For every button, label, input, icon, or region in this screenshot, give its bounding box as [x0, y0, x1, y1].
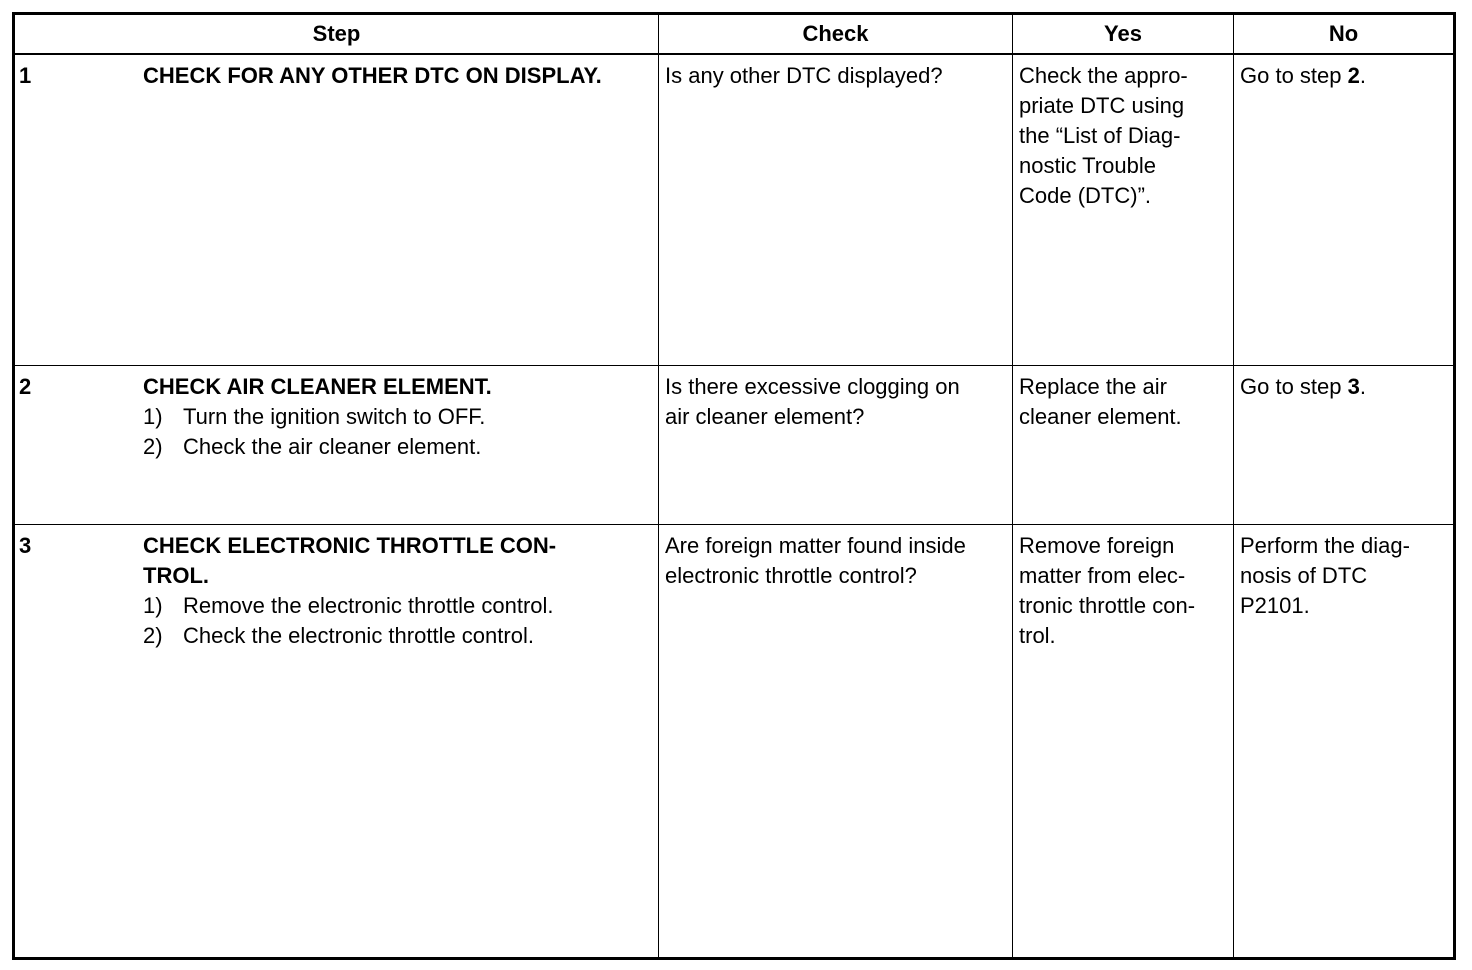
- yes-cell: Replace the air cleaner element.: [1013, 366, 1234, 525]
- check-cell: Is any other DTC displayed?: [659, 54, 1013, 366]
- substep: [143, 432, 652, 462]
- step-number: 2: [19, 374, 32, 399]
- no-text: Go to step: [1240, 63, 1348, 88]
- substep: [143, 621, 652, 651]
- substep: [143, 591, 652, 621]
- check-cell: Are foreign matter found inside electronic throttle control?: [659, 525, 1013, 959]
- step-title: CHECK FOR ANY OTHER DTC ON DISPLAY.: [143, 63, 602, 88]
- substep-text: Check the air cleaner element.: [183, 434, 482, 459]
- table-row: [14, 525, 1455, 959]
- no-suffix: .: [1359, 63, 1366, 88]
- no-cell: [1234, 54, 1455, 366]
- substep-text: Remove the electronic throttle control.: [183, 593, 554, 618]
- substep-text: Turn the ignition switch to OFF.: [183, 404, 486, 429]
- step-title: CHECK ELECTRONIC THROTTLE CON- TROL.: [143, 533, 557, 588]
- step-cell: [14, 54, 659, 366]
- step-title: CHECK AIR CLEANER ELEMENT.: [143, 374, 492, 399]
- check-cell: Is there excessive clogging on air cleaner element?: [659, 366, 1013, 525]
- header-yes: Yes: [1013, 14, 1234, 55]
- no-cell: [1234, 525, 1455, 959]
- substep-number: 1): [143, 404, 163, 429]
- substep-number: 2): [143, 623, 163, 648]
- step-cell: [14, 525, 659, 959]
- header-check: Check: [659, 14, 1013, 55]
- no-step-ref: 3: [1347, 374, 1360, 399]
- no-step-ref: 2: [1347, 63, 1360, 88]
- no-suffix: .: [1359, 374, 1366, 399]
- header-no: No: [1234, 14, 1455, 55]
- substep-number: 2): [143, 434, 163, 459]
- step-cell: [14, 366, 659, 525]
- yes-cell: Check the appro- priate DTC using the “List of Diag- nostic Trouble Code (DTC)”.: [1013, 54, 1234, 366]
- step-number: 3: [19, 533, 32, 558]
- diagnostic-table: [12, 12, 1456, 960]
- no-text: Perform the diag- nosis of DTC P2101.: [1240, 533, 1410, 618]
- substep: [143, 402, 652, 432]
- no-text: Go to step: [1240, 374, 1348, 399]
- header-row: [14, 14, 1455, 55]
- header-step: Step: [14, 14, 659, 55]
- substep-number: 1): [143, 593, 163, 618]
- yes-cell: Remove foreign matter from elec- tronic throttle con- trol.: [1013, 525, 1234, 959]
- table-row: [14, 366, 1455, 525]
- step-number: 1: [19, 63, 32, 88]
- no-cell: [1234, 366, 1455, 525]
- substep-text: Check the electronic throttle control.: [183, 623, 534, 648]
- table-row: [14, 54, 1455, 366]
